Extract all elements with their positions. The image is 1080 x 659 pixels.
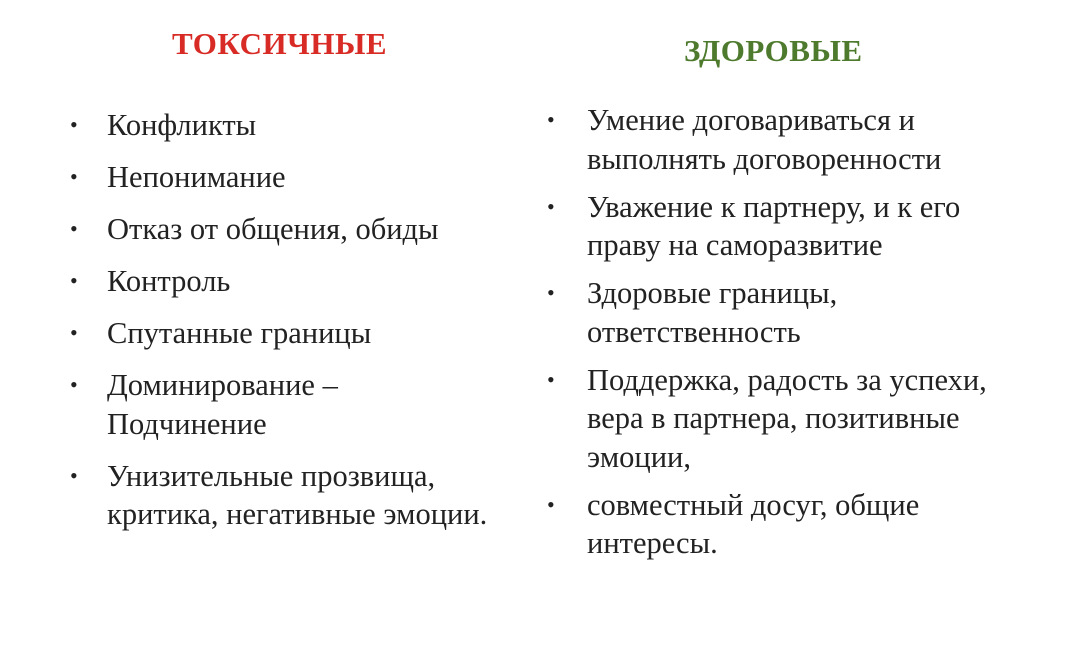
list-item-text: Поддержка, радость за успехи, вера в партнера, позитивные эмоции, <box>587 362 987 474</box>
list-item-text: Уважение к партнеру, и к его праву на саморазвитие <box>587 189 961 262</box>
bullet-icon: • <box>70 462 78 488</box>
list-item <box>60 457 527 534</box>
bullet-icon: • <box>70 268 78 293</box>
list-item-text: Здоровые границы, ответственность <box>587 276 838 349</box>
list-item-text: совместный досуг, общие интересы. <box>587 487 920 560</box>
bullet-icon: • <box>70 320 78 345</box>
list-item-text: Конфликты <box>107 108 257 142</box>
list-item <box>540 188 1007 265</box>
list-item-text: Контроль <box>107 264 231 298</box>
list-item <box>60 158 527 197</box>
bullet-icon: • <box>547 366 555 392</box>
list-item-text: Умение договариваться и выполнять договоренности <box>587 103 942 176</box>
list-item <box>60 210 547 249</box>
bullet-icon: • <box>70 216 78 241</box>
list-item <box>60 314 527 353</box>
list-item <box>60 366 407 443</box>
list-item-text: Спутанные границы <box>107 316 372 350</box>
list-item <box>60 262 527 301</box>
healthy-list <box>540 101 1017 572</box>
bullet-icon: • <box>547 280 555 305</box>
list-item-text: Унизительные прозвища, критика, негативные эмоции. <box>107 458 488 531</box>
bullet-icon: • <box>70 164 78 189</box>
toxic-list <box>60 106 547 547</box>
list-item-text: Непонимание <box>107 160 286 194</box>
list-item-text: Отказ от общения, обиды <box>107 212 439 246</box>
bullet-icon: • <box>547 491 555 517</box>
bullet-icon: • <box>547 107 555 132</box>
bullet-icon: • <box>70 112 78 137</box>
list-item <box>540 486 1007 563</box>
bullet-icon: • <box>547 193 555 219</box>
list-item <box>540 101 1017 178</box>
list-item <box>540 361 1017 477</box>
healthy-heading: ЗДОРОВЫЕ <box>684 33 863 68</box>
list-item <box>60 106 527 145</box>
toxic-heading: ТОКСИЧНЫЕ <box>172 26 388 61</box>
list-item <box>540 274 967 351</box>
list-item-text: Доминирование – Подчинение <box>107 368 338 441</box>
bullet-icon: • <box>70 372 78 397</box>
